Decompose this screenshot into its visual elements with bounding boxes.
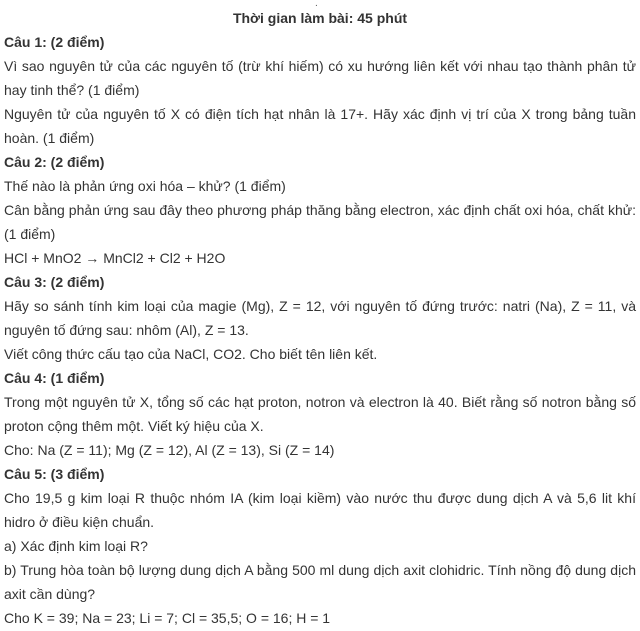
top-dot: . [315,0,318,9]
question-2-part-1: Thế nào là phản ứng oxi hóa – khử? (1 điểm) [4,178,286,194]
question-1-part-1: Vì sao nguyên tử của các nguyên tố (trừ khí hiếm) có xu hướng liên kết với nhau tạo thành phân tử hay tinh thể? (1 điểm) [4,58,636,98]
question-5 [4,462,636,630]
question-2-equation: HCl + MnO2 → MnCl2 + Cl2 + H2O [4,250,226,266]
question-4-heading: Câu 4: (1 điểm) [4,370,105,386]
question-3-part-2: Viết công thức cấu tạo của NaCl, CO2. Cho biết tên liên kết. [4,346,378,362]
question-5-heading: Câu 5: (3 điểm) [4,466,105,482]
question-5-part-a: a) Xác định kim loại R? [4,538,148,554]
question-1-part-2: Nguyên tử của nguyên tố X có điện tích hạt nhân là 17+. Hãy xác định vị trí của X trong bảng tuần hoàn. (1 điểm) [4,106,636,146]
question-1 [4,30,636,150]
question-5-part-1: Cho 19,5 g kim loại R thuộc nhóm IA (kim loại kiềm) vào nước thu được dung dịch A và 5,6 lit khí hidro ở điều kiện chuẩn. [4,490,636,530]
question-4 [4,366,636,462]
question-4-part-1: Trong một nguyên tử X, tổng số các hạt proton, notron và electron là 40. Biết rằng số notron bằng số proton cộng thêm một. Viết ký hiệu của X. [4,394,636,434]
question-5-part-b: b) Trung hòa toàn bộ lượng dung dịch A bằng 500 ml dung dịch axit clohidric. Tính nồng độ dung dịch axit cần dùng? [4,562,636,602]
question-1-heading: Câu 1: (2 điểm) [4,34,105,50]
question-2 [4,150,636,270]
question-2-heading: Câu 2: (2 điểm) [4,154,105,170]
question-4-given: Cho: Na (Z = 11); Mg (Z = 12), Al (Z = 13), Si (Z = 14) [4,442,335,458]
question-3-part-1: Hãy so sánh tính kim loại của magie (Mg), Z = 12, với nguyên tố đứng trước: natri (Na), Z = 11, và nguyên tố đứng sau: nhôm (Al), Z = 13. [4,298,636,338]
question-3-heading: Câu 3: (2 điểm) [4,274,105,290]
question-5-given: Cho K = 39; Na = 23; Li = 7; Cl = 35,5; O = 16; H = 1 [4,610,331,626]
exam-document [4,6,636,630]
exam-time-title: Thời gian làm bài: 45 phút [232,10,408,26]
question-3 [4,270,636,366]
question-2-part-2: Cân bằng phản ứng sau đây theo phương pháp thăng bằng electron, xác định chất oxi hóa, chất khử: (1 điểm) [4,202,636,242]
